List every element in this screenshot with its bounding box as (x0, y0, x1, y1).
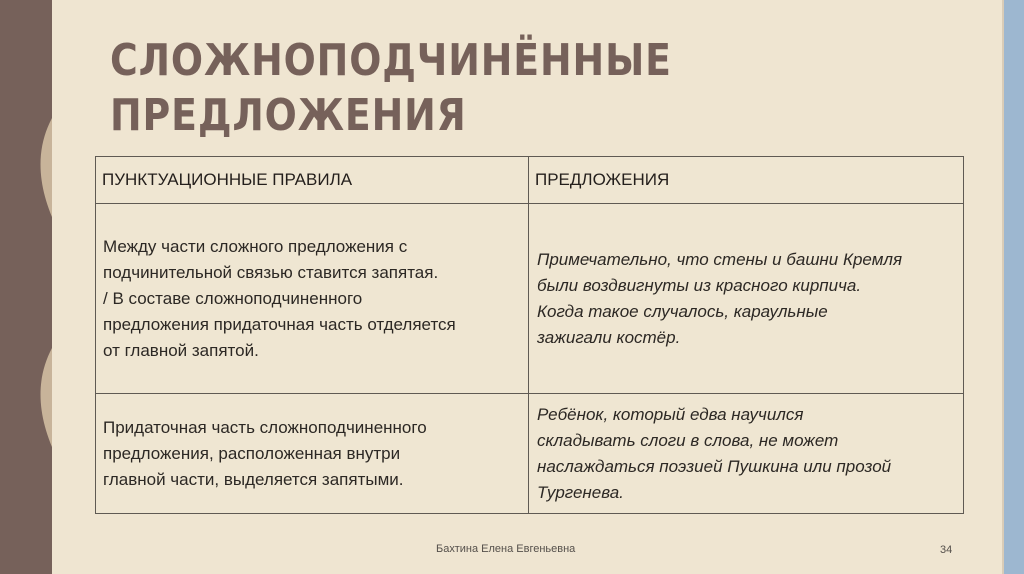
rule-line: от главной запятой. (103, 340, 259, 360)
rule-cell (96, 204, 529, 394)
example-cell (529, 204, 964, 394)
example-line: Тургенева. (537, 482, 624, 502)
example-line: Когда такое случалось, караульные (537, 301, 828, 321)
table-row (96, 204, 964, 394)
rule-line: главной части, выделяется запятыми. (103, 469, 404, 489)
table-row (96, 394, 964, 514)
example-line: Ребёнок, который едва научился (537, 404, 804, 424)
rule-line: Придаточная часть сложноподчиненного (103, 417, 427, 437)
punctuation-rules-table (95, 156, 964, 514)
page-number: 34 (940, 544, 953, 556)
header-punctuation-rules: ПУНКТУАЦИОННЫЕ ПРАВИЛА (96, 157, 529, 204)
accent-bar (1004, 0, 1024, 574)
example-line: зажигали костёр. (537, 327, 681, 347)
header-sentences: ПРЕДЛОЖЕНИЯ (529, 157, 964, 204)
rule-line: подчинительной связью ставится запятая. (103, 262, 439, 282)
table-header-row (96, 157, 964, 204)
rule-cell (96, 394, 529, 514)
title-line-1: СЛОЖНОПОДЧИНЁННЫЕ (110, 35, 672, 86)
rule-line: предложения придаточная часть отделяется (103, 314, 456, 334)
example-line: наслаждаться поэзией Пушкина или прозой (537, 456, 892, 476)
rule-line: предложения, расположенная внутри (103, 443, 401, 463)
example-line: Примечательно, что стены и башни Кремля (537, 249, 903, 269)
title-line-2: ПРЕДЛОЖЕНИЯ (110, 90, 467, 141)
rule-line: / В составе сложноподчиненного (103, 288, 363, 308)
example-line: складывать слоги в слова, не может (537, 430, 839, 450)
page-title (110, 33, 712, 143)
example-line: были воздвигнуты из красного кирпича. (537, 275, 862, 295)
example-cell (529, 394, 964, 514)
rule-line: Между части сложного предложения с (103, 236, 408, 256)
footer-author: Бахтина Елена Евгеньевна (436, 543, 576, 555)
